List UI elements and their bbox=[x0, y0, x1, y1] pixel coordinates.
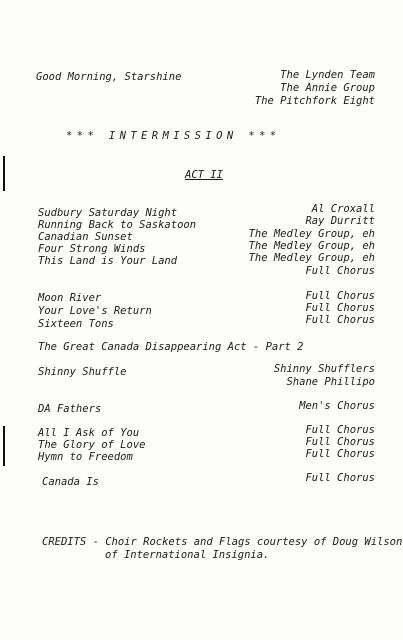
song-title: The Glory of Love bbox=[38, 439, 146, 451]
performer: Full Chorus bbox=[305, 448, 375, 460]
performer: The Lynden Team bbox=[280, 69, 375, 81]
intermission-heading: *** INTERMISSION *** bbox=[66, 130, 281, 142]
song-title: Four Strong Winds bbox=[38, 243, 146, 255]
margin-mark-2 bbox=[3, 426, 5, 466]
song-title: Sixteen Tons bbox=[38, 318, 114, 330]
performer: The Medley Group, eh bbox=[248, 252, 375, 264]
performer: Al Croxall bbox=[311, 203, 375, 215]
performer: Full Chorus bbox=[305, 472, 375, 484]
performer: Shinny Shufflers bbox=[273, 363, 375, 375]
song-title: Moon River bbox=[38, 292, 102, 304]
act-heading: The Great Canada Disappearing Act - Part 2 bbox=[38, 341, 304, 353]
song-title: Good Morning, Starshine bbox=[36, 71, 182, 83]
song-title: Shinny Shuffle bbox=[38, 366, 127, 378]
song-title: Running Back to Saskatoon bbox=[38, 219, 197, 231]
performer: Ray Durritt bbox=[305, 215, 375, 227]
credits-line: of International Insignia. bbox=[105, 549, 270, 561]
margin-mark-1 bbox=[3, 156, 5, 191]
performer: Full Chorus bbox=[305, 290, 375, 302]
performer: Men's Chorus bbox=[299, 400, 375, 412]
performer: Full Chorus bbox=[305, 265, 375, 277]
song-title: Canada Is bbox=[42, 476, 99, 488]
performer: Shane Phillipo bbox=[286, 376, 375, 388]
performer: Full Chorus bbox=[305, 302, 375, 314]
song-title: Your Love's Return bbox=[38, 305, 152, 317]
performer: The Annie Group bbox=[280, 82, 375, 94]
performer: Full Chorus bbox=[305, 436, 375, 448]
performer: Full Chorus bbox=[305, 424, 375, 436]
song-title: Hymn to Freedom bbox=[38, 451, 133, 463]
act-title: ACT II bbox=[185, 169, 223, 181]
song-title: Sudbury Saturday Night bbox=[38, 207, 178, 219]
song-title: All I Ask of You bbox=[38, 427, 140, 439]
song-title: DA Fathers bbox=[38, 403, 102, 415]
credits-line: CREDITS - Choir Rockets and Flags courtesy of Doug Wilson bbox=[42, 536, 403, 548]
performer: The Medley Group, eh bbox=[248, 240, 375, 252]
performer: The Pitchfork Eight bbox=[254, 95, 375, 107]
song-title: Canadian Sunset bbox=[38, 231, 133, 243]
performer: The Medley Group, eh bbox=[248, 228, 375, 240]
performer: Full Chorus bbox=[305, 314, 375, 326]
song-title: This Land is Your Land bbox=[38, 255, 178, 267]
